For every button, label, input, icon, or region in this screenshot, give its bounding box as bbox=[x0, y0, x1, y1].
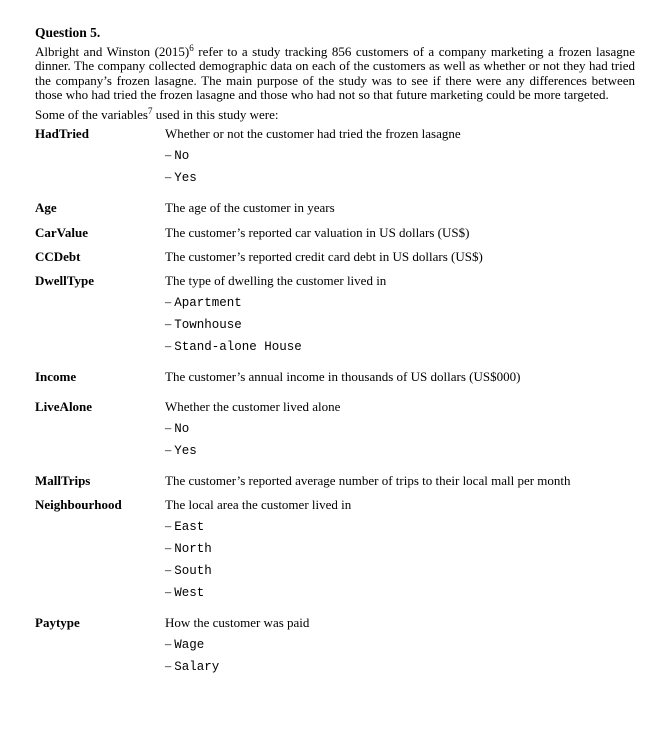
variable-row bbox=[35, 369, 635, 385]
variable-row bbox=[35, 615, 635, 675]
variable-description bbox=[165, 200, 635, 216]
question-title: Question 5. bbox=[35, 25, 101, 40]
variable-list bbox=[35, 126, 635, 675]
variable-description bbox=[165, 126, 635, 186]
variable-option bbox=[165, 562, 635, 579]
option-dash: – bbox=[165, 540, 172, 555]
variable-name: Income bbox=[35, 368, 77, 384]
variable-option bbox=[165, 584, 635, 601]
variable-description-text: The age of the customer in years bbox=[165, 199, 335, 215]
option-dash: – bbox=[165, 147, 172, 162]
variable-row bbox=[35, 225, 635, 241]
option-dash: – bbox=[165, 518, 172, 533]
variable-option bbox=[165, 338, 635, 355]
option-dash: – bbox=[165, 584, 172, 599]
question-intro bbox=[35, 45, 635, 103]
variable-row bbox=[35, 273, 635, 355]
option-label: Stand-alone House bbox=[174, 339, 302, 354]
intro-text-start: Albright and Winston (2015) bbox=[35, 44, 190, 59]
option-label: North bbox=[174, 541, 212, 556]
variable-description bbox=[165, 497, 635, 601]
option-dash: – bbox=[165, 169, 172, 184]
footnote-ref-6: 6 bbox=[189, 43, 194, 53]
variable-name: DwellType bbox=[35, 272, 94, 288]
option-dash: – bbox=[165, 442, 172, 457]
variable-name: HadTried bbox=[35, 125, 89, 141]
footnote-ref-7: 7 bbox=[148, 105, 153, 116]
variable-description-text: The type of dwelling the customer lived in bbox=[165, 272, 387, 288]
variable-row bbox=[35, 126, 635, 186]
variable-description bbox=[165, 473, 635, 489]
question-page bbox=[35, 25, 635, 675]
variable-option bbox=[165, 518, 635, 535]
option-label: No bbox=[174, 421, 190, 436]
variable-row bbox=[35, 473, 635, 489]
variable-description-text: How the customer was paid bbox=[165, 614, 310, 630]
variable-option bbox=[165, 540, 635, 557]
variable-option bbox=[165, 169, 635, 186]
variable-name: CCDebt bbox=[35, 248, 81, 264]
option-label: West bbox=[174, 585, 205, 600]
option-dash: – bbox=[165, 420, 172, 435]
option-label: No bbox=[174, 148, 190, 163]
option-label: Wage bbox=[174, 637, 205, 652]
option-dash: – bbox=[165, 658, 172, 673]
variable-description-text: The customer’s annual income in thousands of US dollars (US$000) bbox=[165, 368, 521, 384]
variable-description bbox=[165, 399, 635, 459]
option-dash: – bbox=[165, 562, 172, 577]
variable-description bbox=[165, 225, 635, 241]
variable-option bbox=[165, 658, 635, 675]
variable-description-text: The customer’s reported average number of trips to their local mall per month bbox=[165, 472, 571, 488]
option-label: Apartment bbox=[174, 295, 242, 310]
variable-name: Age bbox=[35, 199, 57, 215]
lead-text-rest: used in this study were: bbox=[152, 106, 279, 122]
variable-description-text: The customer’s reported car valuation in US dollars (US$) bbox=[165, 224, 470, 240]
intro-text-rest: refer to a study tracking 856 customers of a company marketing a frozen lasagne dinner. The company collected demographic data on each of the customers as well as whether or not they had tried the company’s frozen lasagne. The main purpose of the study was to see if there were any differences between those who had tried the frozen lasagne and those who had not so that future marketing could be more targeted. bbox=[35, 44, 635, 103]
variable-option bbox=[165, 316, 635, 333]
variable-option bbox=[165, 636, 635, 653]
variable-description bbox=[165, 273, 635, 355]
variable-name: MallTrips bbox=[35, 472, 91, 488]
option-dash: – bbox=[165, 636, 172, 651]
option-label: South bbox=[174, 563, 212, 578]
variable-description-text: Whether or not the customer had tried the frozen lasagne bbox=[165, 125, 461, 141]
variable-option bbox=[165, 420, 635, 437]
option-label: Yes bbox=[174, 170, 197, 185]
variable-row bbox=[35, 399, 635, 459]
option-label: Salary bbox=[174, 659, 220, 674]
variable-option bbox=[165, 442, 635, 459]
variable-name: LiveAlone bbox=[35, 398, 93, 414]
variable-option bbox=[165, 294, 635, 311]
option-dash: – bbox=[165, 294, 172, 309]
variable-row bbox=[35, 497, 635, 601]
option-dash: – bbox=[165, 316, 172, 331]
variable-name: CarValue bbox=[35, 224, 88, 240]
variable-description-text: The local area the customer lived in bbox=[165, 496, 352, 512]
variable-name: Paytype bbox=[35, 614, 80, 630]
option-label: East bbox=[174, 519, 205, 534]
variable-description bbox=[165, 615, 635, 675]
variable-description-text: The customer’s reported credit card debt in US dollars (US$) bbox=[165, 248, 483, 264]
option-dash: – bbox=[165, 338, 172, 353]
variable-option bbox=[165, 147, 635, 164]
variable-name: Neighbourhood bbox=[35, 496, 122, 512]
lead-text-start: Some of the variables bbox=[35, 106, 148, 122]
variable-description bbox=[165, 369, 635, 385]
variable-description-text: Whether the customer lived alone bbox=[165, 398, 341, 414]
variables-lead bbox=[35, 107, 635, 122]
option-label: Townhouse bbox=[174, 317, 242, 332]
variable-row bbox=[35, 249, 635, 265]
variable-description bbox=[165, 249, 635, 265]
option-label: Yes bbox=[174, 443, 197, 458]
variable-row bbox=[35, 200, 635, 216]
